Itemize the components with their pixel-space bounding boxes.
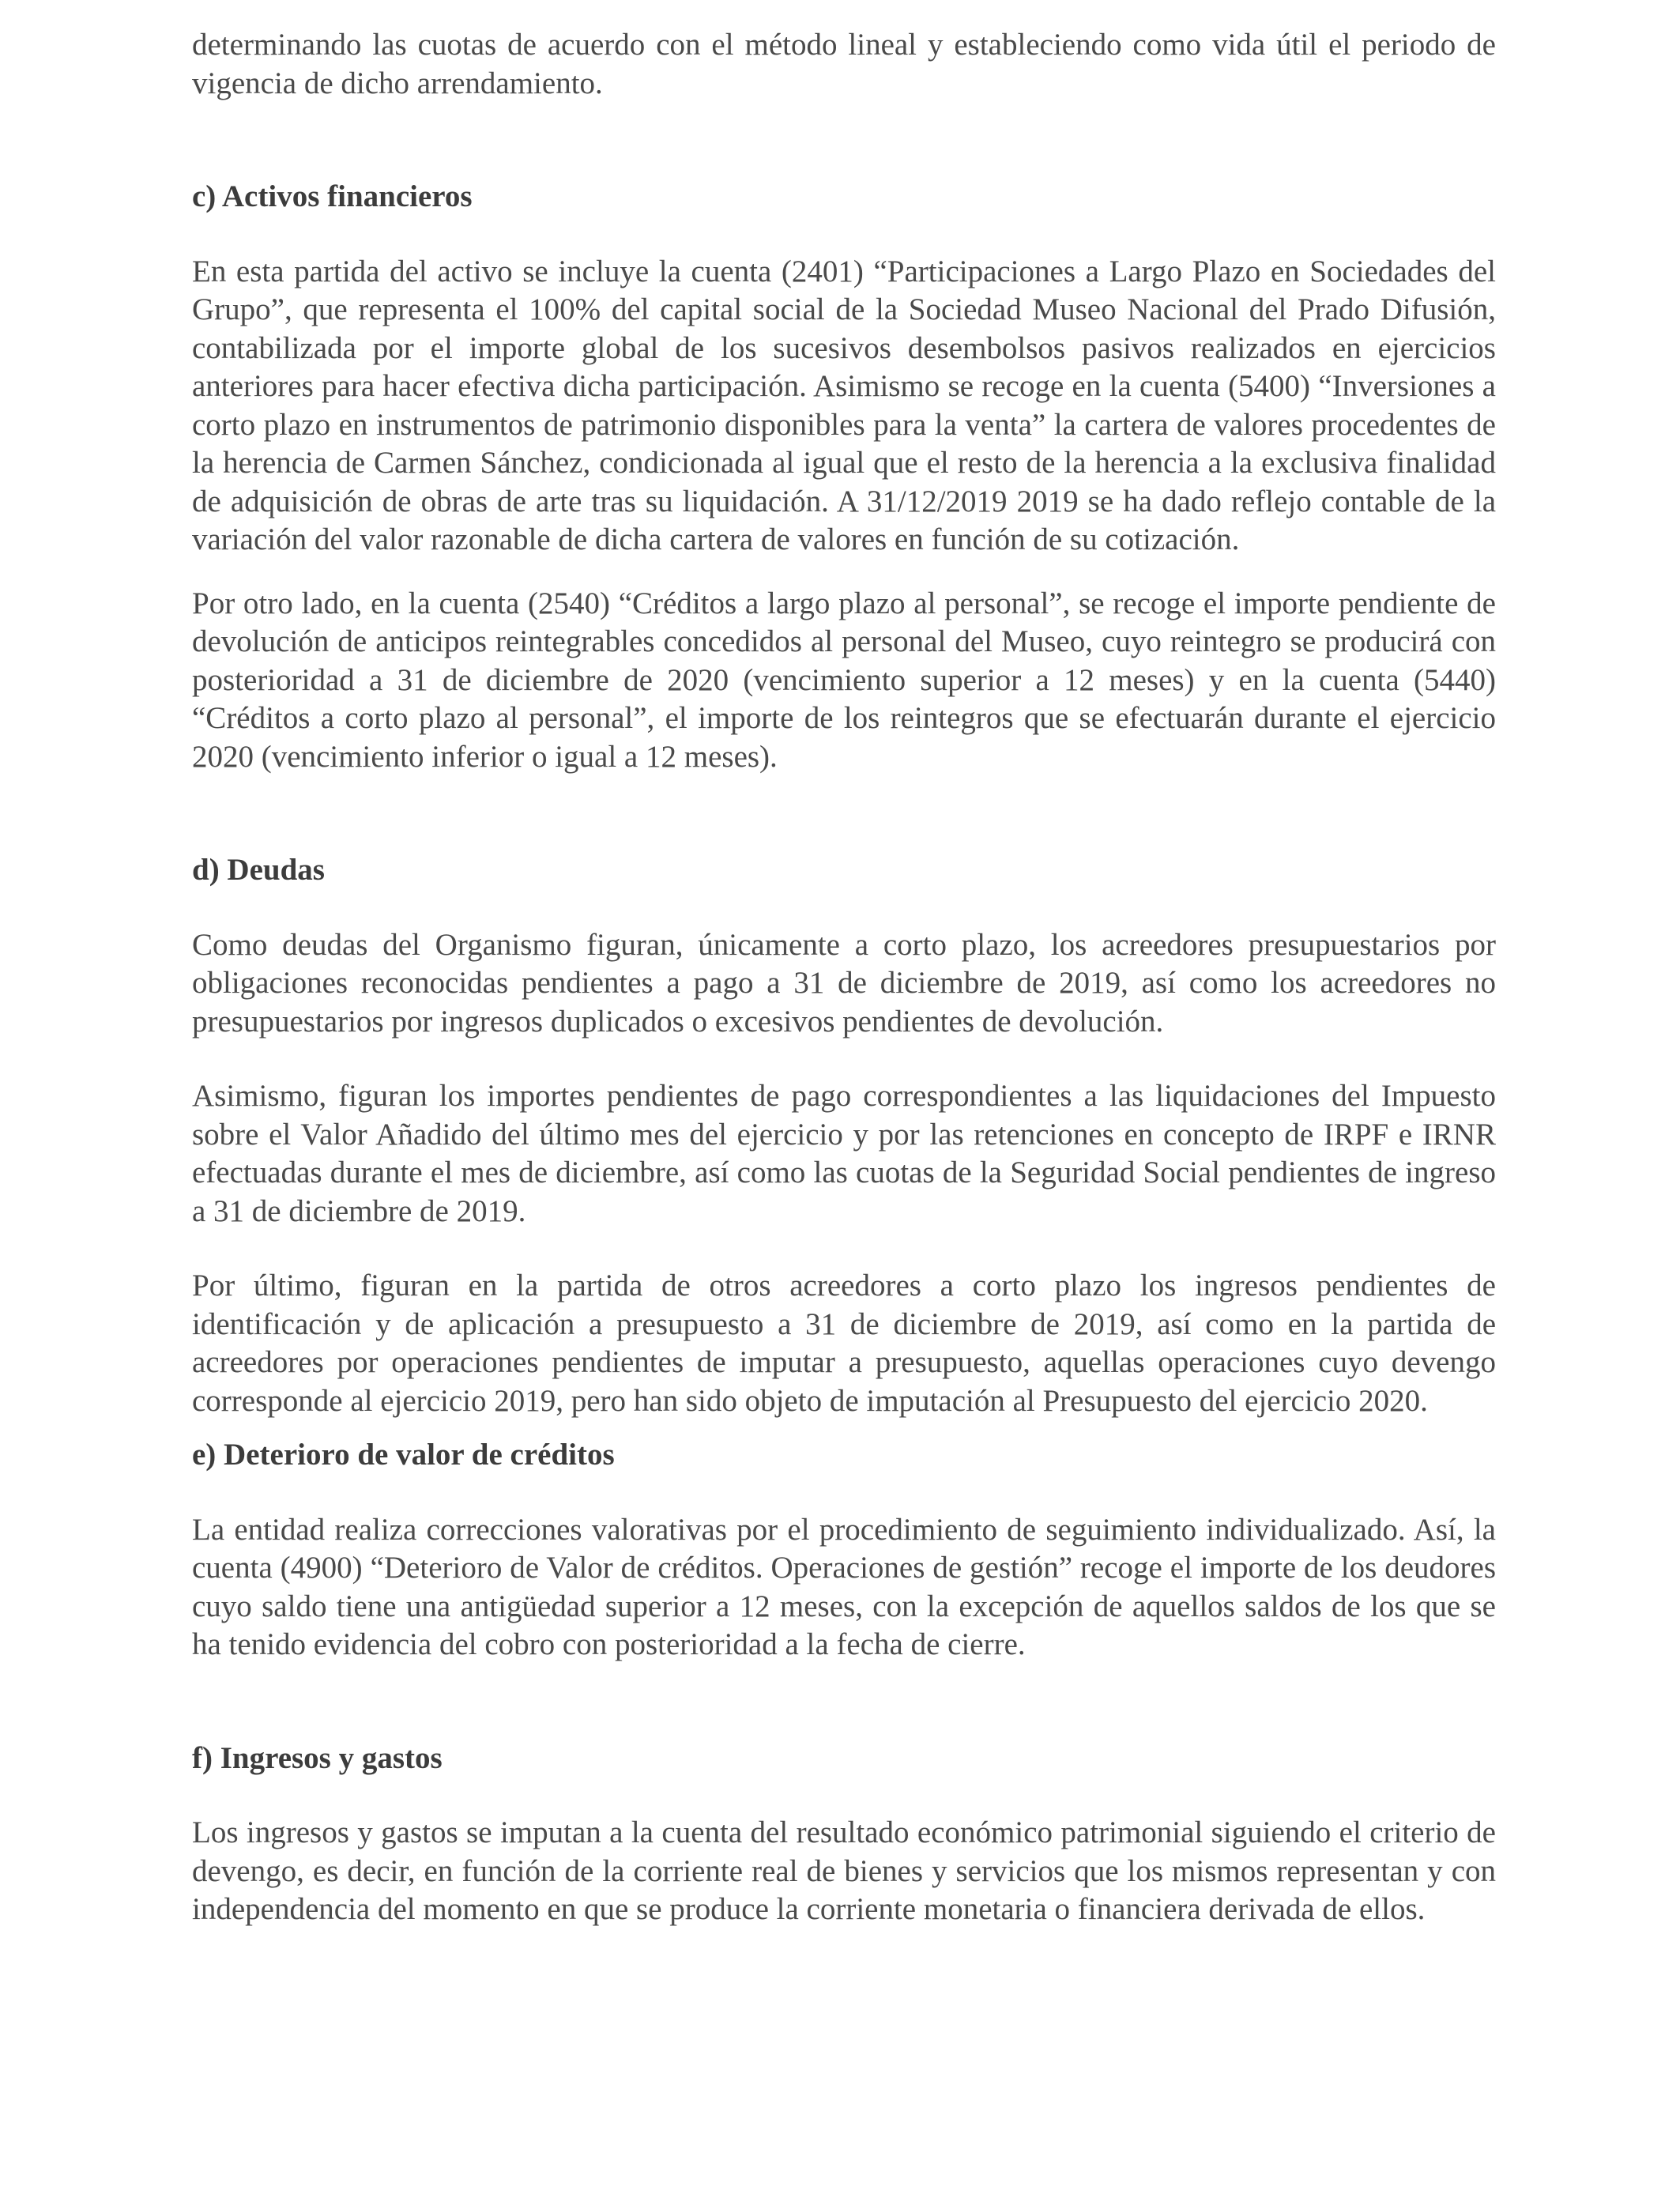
activos-financieros-paragraph-1: En esta partida del activo se incluye la cuenta (2401) “Participaciones a Largo Plazo en Sociedades del Grupo”, que representa el 100% del capital social de la Sociedad Museo Nacional del Prado Difusión, contabilizada por el importe global de los sucesivos desembolsos pasivos realizados en ejercicios anteriores para hacer efectiva dicha participación. Asimismo se recoge en la cuenta (5400) “Inversiones a corto plazo en instrumentos de patrimonio disponibles para la venta” la cartera de valores procedentes de la herencia de Carmen Sánchez, condicionada al igual que el resto de la herencia a la exclusiva finalidad de adquisición de obras de arte tras su liquidación. A 31/12/2019 2019 se ha dado reflejo contable de la variación del valor razonable de dicha cartera de valores en función de su cotización. [192, 254, 1496, 556]
activos-financieros-paragraph-2: Por otro lado, en la cuenta (2540) “Créditos a largo plazo al personal”, se recoge el importe pendiente de devolución de anticipos reintegrables concedidos al personal del Museo, cuyo reintegro se producirá con posterioridad a 31 de diciembre de 2020 (vencimiento superior a 12 meses) y en la cuenta (5440) “Créditos a corto plazo al personal”, el importe de los reintegros que se efectuarán durante el ejercicio 2020 (vencimiento inferior o igual a 12 meses). [192, 586, 1496, 774]
section-heading-deudas: d) Deudas [192, 853, 325, 887]
document-page [192, 26, 1496, 1929]
deudas-paragraph-2: Asimismo, figuran los importes pendientes de pago correspondientes a las liquidaciones del Impuesto sobre el Valor Añadido del último mes del ejercicio y por las retenciones en concepto de IRPF e IRNR efectuadas durante el mes de diciembre, así como las cuotas de la Seguridad Social pendientes de ingreso a 31 de diciembre de 2019. [192, 1079, 1496, 1228]
section-heading-deterioro: e) Deterioro de valor de créditos [192, 1438, 615, 1472]
ingresos-gastos-paragraph-1: Los ingresos y gastos se imputan a la cuenta del resultado económico patrimonial siguiendo el criterio de devengo, es decir, en función de la corriente real de bienes y servicios que los mismos representan y con independencia del momento en que se produce la corriente monetaria o financiera derivada de ellos. [192, 1815, 1496, 1926]
deudas-paragraph-1: Como deudas del Organismo figuran, únicamente a corto plazo, los acreedores presupuestarios por obligaciones reconocidas pendientes a pago a 31 de diciembre de 2019, así como los acreedores no presupuestarios por ingresos duplicados o excesivos pendientes de devolución. [192, 927, 1496, 1039]
section-heading-ingresos-gastos: f) Ingresos y gastos [192, 1740, 443, 1775]
section-heading-activos-financieros: c) Activos financieros [192, 179, 473, 213]
deterioro-paragraph-1: La entidad realiza correcciones valorativas por el procedimiento de seguimiento individualizado. Así, la cuenta (4900) “Deterioro de Valor de créditos. Operaciones de gestión” recoge el importe de los deudores cuyo saldo tiene una antigüedad superior a 12 meses, con la excepción de aquellos saldos de los que se ha tenido evidencia del cobro con posterioridad a la fecha de cierre. [192, 1512, 1496, 1661]
intro-paragraph: determinando las cuotas de acuerdo con el método lineal y estableciendo como vida útil el periodo de vigencia de dicho arrendamiento. [192, 28, 1496, 100]
deudas-paragraph-3: Por último, figuran en la partida de otros acreedores a corto plazo los ingresos pendientes de identificación y de aplicación a presupuesto a 31 de diciembre de 2019, así como en la partida de acreedores por operaciones pendientes de imputar a presupuesto, aquellas operaciones cuyo devengo corresponde al ejercicio 2019, pero han sido objeto de imputación al Presupuesto del ejercicio 2020. [192, 1269, 1496, 1418]
